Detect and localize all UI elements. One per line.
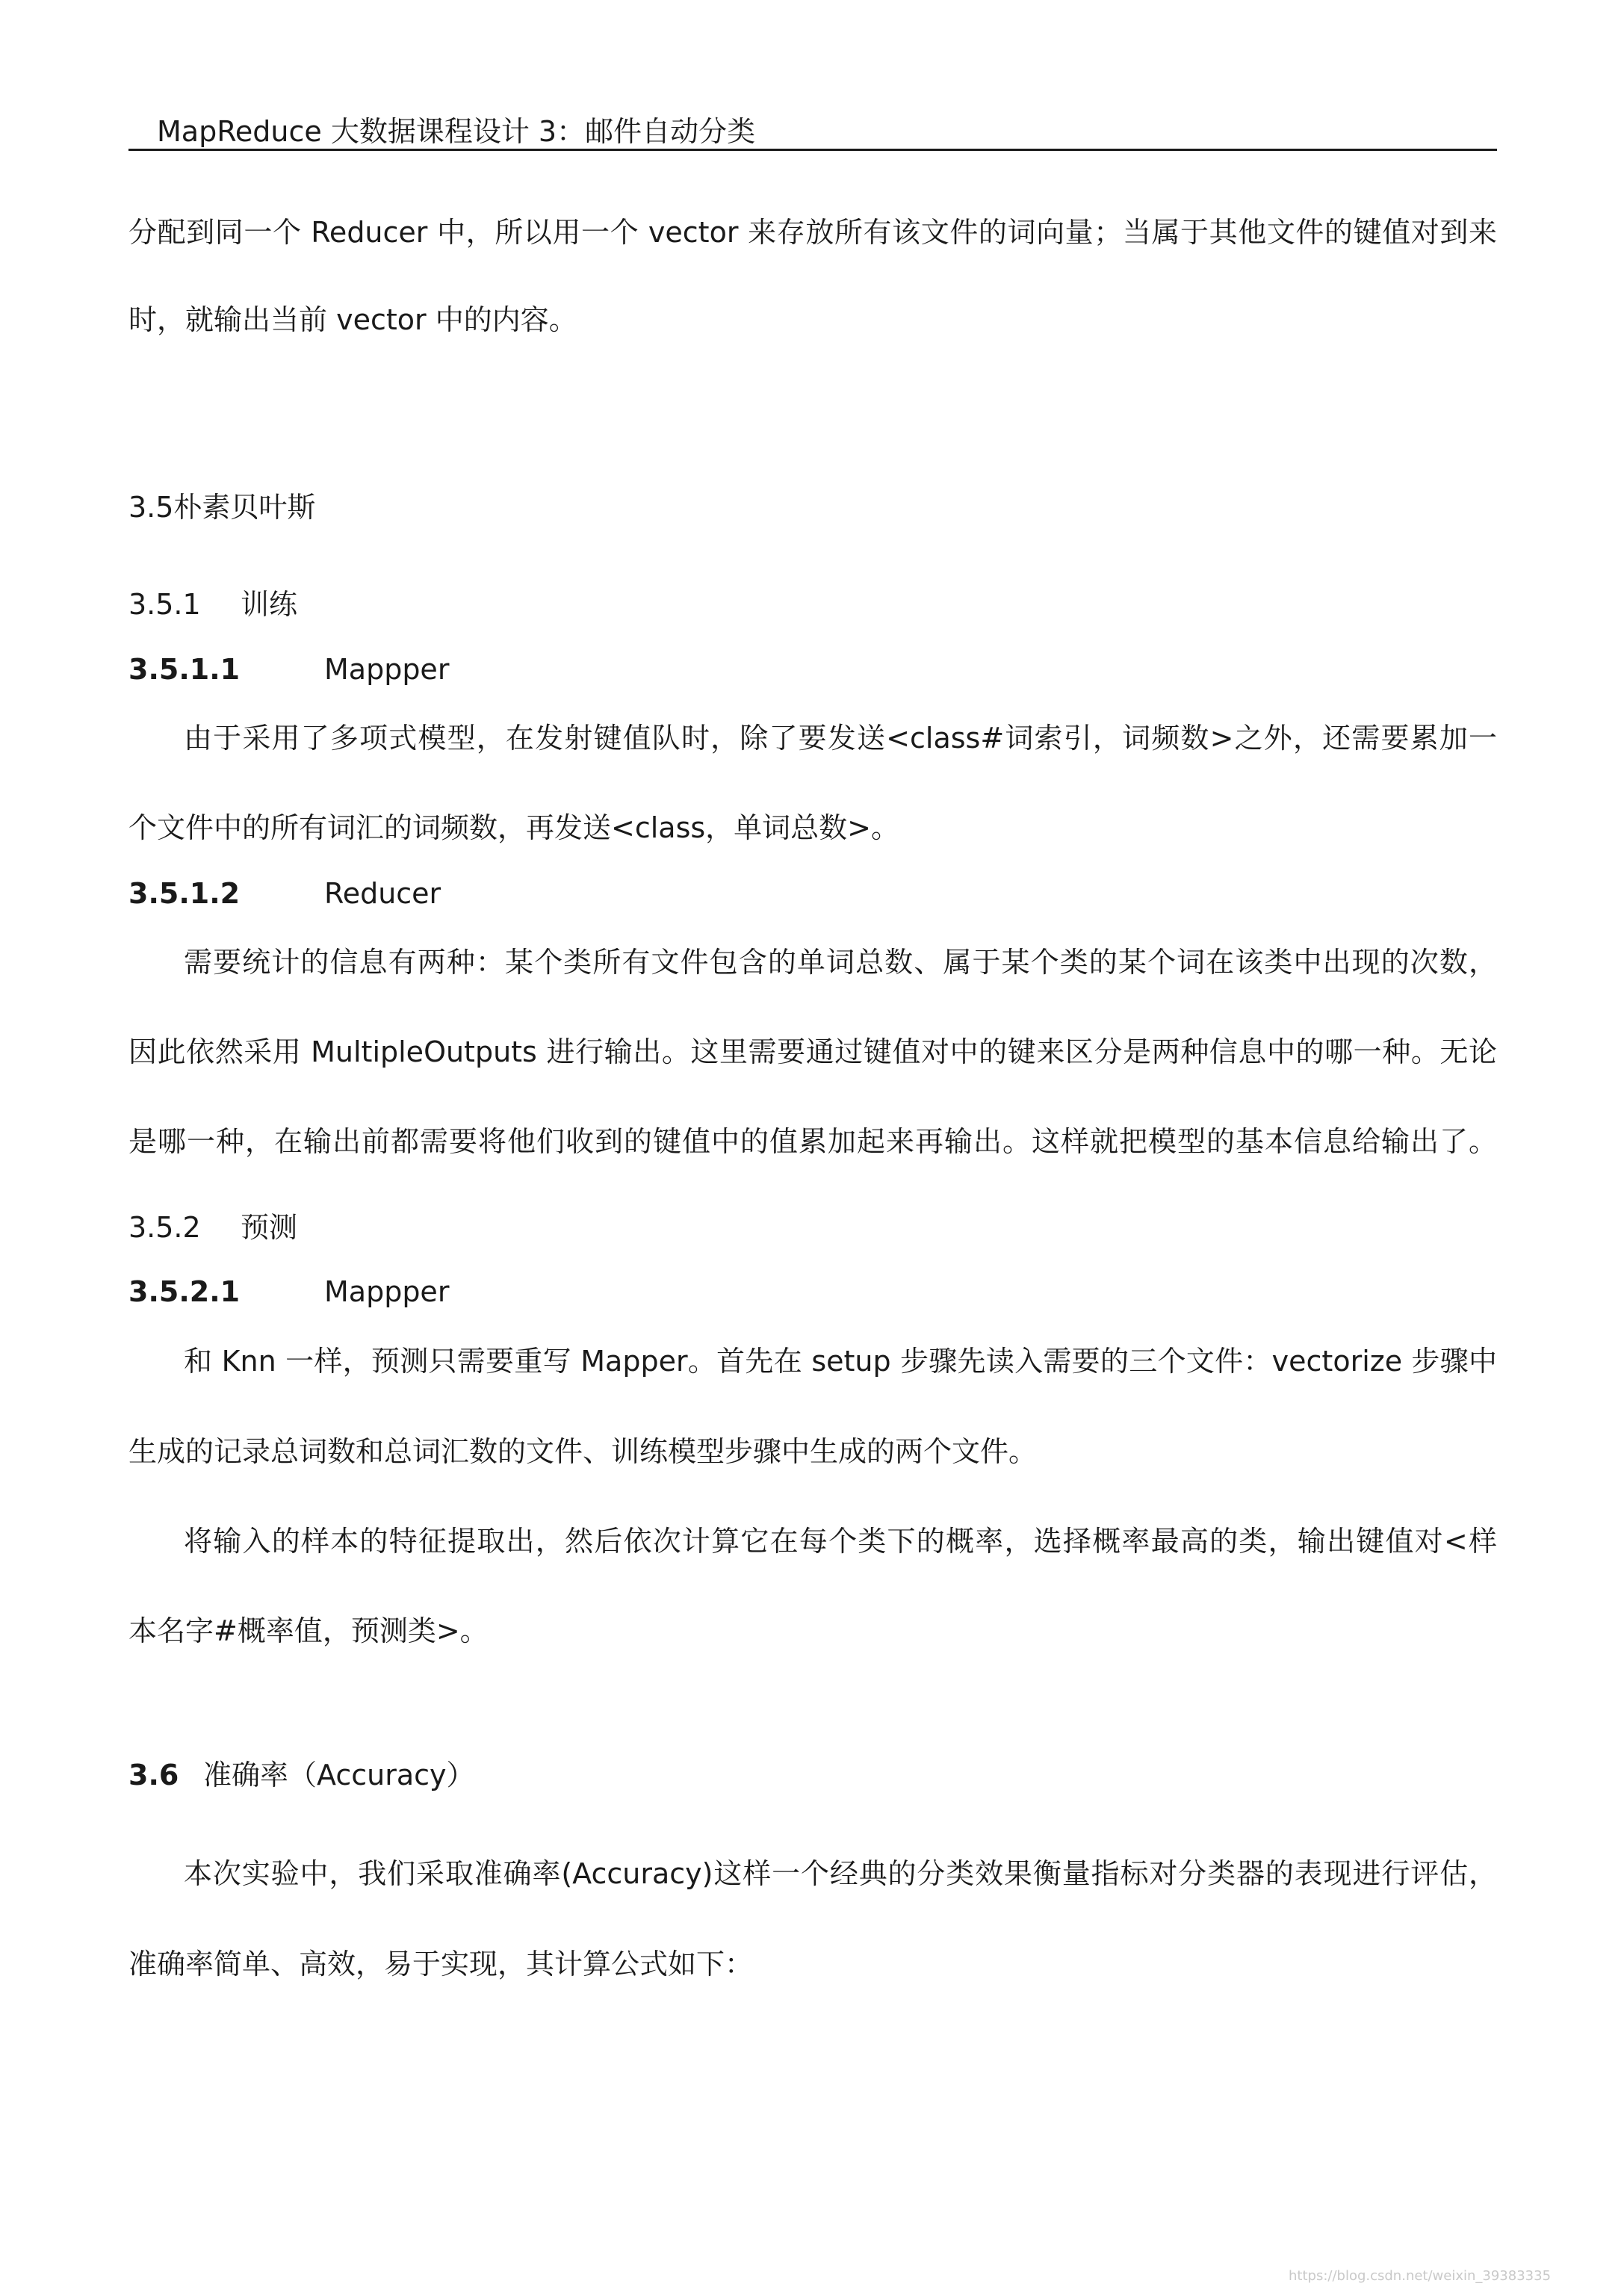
paragraph-line: 时，就输出当前 vector 中的内容。 [128, 303, 577, 336]
paragraph-line: 是哪一种，在输出前都需要将他们收到的键值中的值累加起来再输出。这样就把模型的基本信息给输出了。 [128, 1125, 1497, 1158]
heading-number: 3.5.1.2 [128, 877, 241, 910]
header-rule [128, 149, 1497, 151]
subsubsection-heading-3-5-1-2 [128, 874, 441, 913]
paragraph-line: 准确率简单、高效，易于实现，其计算公式如下： [128, 1948, 754, 1980]
heading-number: 3.6 [128, 1759, 179, 1791]
paragraph-line: 本次实验中，我们采取准确率(Accuracy)这样一个经典的分类效果衡量指标对分类器的表现进行评估， [184, 1857, 1497, 1890]
subsubsection-heading-3-5-2-1 [128, 1272, 449, 1311]
heading-title: Reducer [324, 877, 441, 910]
subsubsection-heading-3-5-1-1 [128, 650, 449, 689]
paragraph-line: 生成的记录总词数和总词汇数的文件、训练模型步骤中生成的两个文件。 [128, 1435, 1038, 1468]
heading-number: 3.5.1 [128, 588, 201, 621]
paragraph-line: 分配到同一个 Reducer 中，所以用一个 vector 来存放所有该文件的词向量；当属于其他文件的键值对到来 [128, 216, 1497, 249]
heading-number: 3.5.2 [128, 1211, 201, 1244]
heading-title: Mappper [324, 1275, 450, 1308]
paragraph-line: 将输入的样本的特征提取出，然后依次计算它在每个类下的概率，选择概率最高的类，输出键值对<样 [184, 1525, 1497, 1558]
section-heading-3-5: 3.5朴素贝叶斯 [128, 491, 316, 524]
paragraph-line: 由于采用了多项式模型，在发射键值队时，除了要发送<class#词索引，词频数>之外，还需要累加一 [184, 722, 1497, 755]
paragraph-line: 个文件中的所有词汇的词频数，再发送<class，单词总数>。 [128, 811, 900, 844]
paragraph-line: 需要统计的信息有两种：某个类所有文件包含的单词总数、属于某个类的某个词在该类中出现的次数， [184, 946, 1497, 979]
heading-title: 训练 [241, 588, 298, 621]
heading-title: 预测 [241, 1211, 298, 1244]
subsection-heading-3-5-2 [128, 1208, 297, 1247]
subsection-heading-3-5-1 [128, 585, 297, 624]
paragraph-line: 和 Knn 一样，预测只需要重写 Mapper。首先在 setup 步骤先读入需要的三个文件：vectorize 步骤中 [184, 1345, 1497, 1378]
paragraph-line: 本名字#概率值，预测类>。 [128, 1614, 489, 1647]
paragraph-line: 因此依然采用 MultipleOutputs 进行输出。这里需要通过键值对中的键来区分是两种信息中的哪一种。无论 [128, 1035, 1497, 1068]
section-heading-3-6 [128, 1756, 475, 1794]
heading-number: 3.5.2.1 [128, 1275, 241, 1308]
heading-number: 3.5.1.1 [128, 653, 241, 686]
heading-title: 准确率（Accuracy） [203, 1759, 475, 1791]
running-header: MapReduce 大数据课程设计 3：邮件自动分类 [157, 115, 756, 148]
heading-title: Mappper [324, 653, 450, 686]
watermark: https://blog.csdn.net/weixin_39383335 [1289, 2268, 1552, 2284]
